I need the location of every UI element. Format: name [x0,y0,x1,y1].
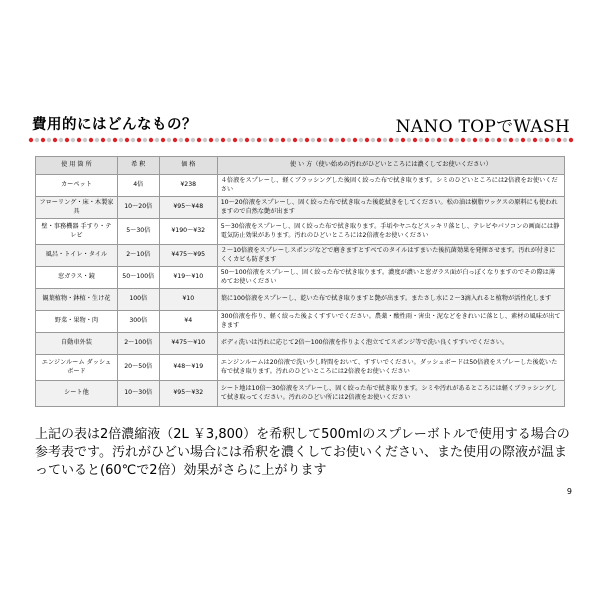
cell-price: ¥475〜¥95 [159,245,217,267]
divider-dot [449,138,453,142]
table-row [36,381,565,407]
cell-place: フローリング・床・木製家具 [36,197,118,219]
divider-dot [467,138,471,142]
slide-title: 費用的にはどんなもの？ [32,117,197,133]
table-row [36,219,565,245]
divider-dot [77,138,81,142]
divider-dot [185,138,189,142]
divider-dot [167,138,171,142]
table-row [36,333,565,355]
cell-dilution: 2〜100倍 [117,333,159,355]
divider-dot [275,138,279,142]
cell-place: エンジンルーム ダッシュボード [36,355,118,381]
header-price: 価 格 [159,157,217,175]
cell-dilution: 50〜100倍 [117,267,159,289]
cell-place: 野菜・果物・肉 [36,311,118,333]
divider-dot [401,138,405,142]
divider-dot [101,138,105,142]
divider-dot [569,138,573,142]
divider-dot [83,138,87,142]
divider-dot [287,138,291,142]
cell-usage: ２〜10倍液をスプレーしスポンジなどで磨きますとすべてのタイルはすまいた後抗菌効果を発揮させます。汚れが付きにくくカビも防ぎます [217,245,564,267]
divider-dot [539,138,543,142]
cell-dilution: 10〜30倍 [117,381,159,407]
cell-place: カーペット [36,175,118,197]
divider-dot [473,138,477,142]
divider-dot [89,138,93,142]
divider-dot [227,138,231,142]
cell-place: 風呂・トイレ・タイル [36,245,118,267]
divider-dot [209,138,213,142]
divider-dot [317,138,321,142]
cell-price: ¥238 [159,175,217,197]
header-usage: 使 い 方（使い始めの汚れがひどいところには濃くしてお使いください） [217,157,564,175]
divider-dot [269,138,273,142]
divider-dot [149,138,153,142]
divider-dot [407,138,411,142]
table-row [36,289,565,311]
divider-dot [119,138,123,142]
divider-dot [527,138,531,142]
cost-table [35,156,565,407]
cell-price: ¥4 [159,311,217,333]
divider-dot [461,138,465,142]
divider-dot [419,138,423,142]
table-row [36,197,565,219]
table-row [36,245,565,267]
divider-dot [341,138,345,142]
divider-dot [485,138,489,142]
divider-dot [497,138,501,142]
cell-usage: 5〜30倍液をスプレーし、固く絞った布で拭き取ります。手垢やヤニなどスッキリ落とし、テレビやパソコンの画面には静電気防止効果があります。汚れのひどいところには2倍液をお使いください [217,219,564,245]
divider-dot [59,138,63,142]
divider-dot [161,138,165,142]
divider-dot [329,138,333,142]
divider-dot [311,138,315,142]
cell-price: ¥95〜¥32 [159,381,217,407]
cell-price: ¥48〜¥19 [159,355,217,381]
cell-usage: 葉に100倍液をスプレーし、乾いた布で拭き取りますと艶が出ます。またさし水に２〜3滴入れると植物が活性化します [217,289,564,311]
cell-dilution: 2〜10倍 [117,245,159,267]
cell-place: シート他 [36,381,118,407]
divider-dot [173,138,177,142]
divider-dot [431,138,435,142]
divider-dot [395,138,399,142]
divider-dot [221,138,225,142]
divider-dot [233,138,237,142]
divider-dot [389,138,393,142]
divider-dot [95,138,99,142]
cell-price: ¥19〜¥10 [159,267,217,289]
cell-price: ¥95〜¥48 [159,197,217,219]
divider-dot [293,138,297,142]
divider-dot [557,138,561,142]
divider-dot [491,138,495,142]
divider-dot [113,138,117,142]
divider-dot [425,138,429,142]
divider-dot [203,138,207,142]
cell-place: 観葉植物・鉢植・生け花 [36,289,118,311]
cell-usage: 10〜20倍液をスプレーし、固く絞った布で拭き取った後乾拭きをしてください。松の油は樹脂ワックスの原料にも使われますので自然な艶が出ます [217,197,564,219]
cell-usage: 50〜100倍液をスプレーし、固く絞った布で拭き取ります。濃度が濃いと窓ガラス面が白っぽくなりますのでその際は薄めてお使いください [217,267,564,289]
dotted-divider-graphic [28,137,574,143]
divider-dot [545,138,549,142]
table-row [36,355,565,381]
cell-dilution: 5〜30倍 [117,219,159,245]
divider-dot [131,138,135,142]
divider-dot [563,138,567,142]
divider-dot [251,138,255,142]
divider-dot [455,138,459,142]
table-row [36,311,565,333]
divider-dot [551,138,555,142]
divider-dot [35,138,39,142]
divider-dot [521,138,525,142]
divider-dot [281,138,285,142]
header-place: 使 用 箇 所 [36,157,118,175]
cell-usage: 300倍液を作り、軽く絞った後よくすすいでください。農薬・酸性雨・害虫・泥などをきれいに落とし、素材の風味が出てきます [217,311,564,333]
divider-dot [197,138,201,142]
divider-dot [509,138,513,142]
divider-dot [305,138,309,142]
cell-place: 窓ガラス・鏡 [36,267,118,289]
divider-dot [479,138,483,142]
divider-dot [47,138,51,142]
cell-dilution: 10〜20倍 [117,197,159,219]
cell-dilution: 300倍 [117,311,159,333]
brand-title: NANO TOPでWASH [395,117,570,137]
divider-dot [143,138,147,142]
divider-dot [41,138,45,142]
divider-dot [137,138,141,142]
divider-dot [65,138,69,142]
cell-place: 壁・事務機器 手すり・テレビ [36,219,118,245]
divider-dot [353,138,357,142]
divider-dot [533,138,537,142]
divider-dot [383,138,387,142]
divider-dot [107,138,111,142]
header-dilution: 希 釈 [117,157,159,175]
cell-price: ¥190〜¥32 [159,219,217,245]
cell-price: ¥10 [159,289,217,311]
footnote-text: 上記の表は2倍濃縮液（2L ￥3,800）を希釈して500mlのスプレーボトルで使用する場合の参考表です。汚れがひどい場合には希釈を濃くしてお使いください、また使用の際液が温まっていると(60℃で2倍）効果がさらに上がります [35,427,570,478]
cell-usage: ボディ洗いは汚れに応じて2倍〜100倍液を作りよく泡立ててスポンジ等で洗い良くすすいでください。 [217,333,564,355]
divider-dot [443,138,447,142]
cell-dilution: 100倍 [117,289,159,311]
divider-dot [323,138,327,142]
divider-dot [365,138,369,142]
table-row [36,267,565,289]
divider-dot [503,138,507,142]
cell-dilution: 20〜50倍 [117,355,159,381]
divider-dot [191,138,195,142]
divider-dot [515,138,519,142]
divider-dot [413,138,417,142]
cell-usage: シート地は10倍〜30倍液をスプレーし、固く絞った布で拭き取ります。シミや汚れがあるところには軽くブラッシングして拭き取ってください。汚れのひどい所には2倍液をお使いください [217,381,564,407]
divider-dot [179,138,183,142]
page-number: 9 [566,487,572,496]
divider-dot [257,138,261,142]
table-row [36,175,565,197]
divider-dot [377,138,381,142]
cell-dilution: 4倍 [117,175,159,197]
divider-dot [437,138,441,142]
cell-place: 自動車外装 [36,333,118,355]
divider-dot [239,138,243,142]
divider-dot [299,138,303,142]
divider-dot [215,138,219,142]
table-header-row [36,157,565,175]
dotted-divider [28,137,574,143]
divider-dot [29,138,33,142]
cell-usage: エンジンルームは20倍液で洗い少し時間をおいて、すすいでください。ダッシュボードは50倍液をスプレーした後乾いた布で拭き取ります。汚れのひどいところには2倍液をお使いください [217,355,564,381]
divider-dot [371,138,375,142]
divider-dot [347,138,351,142]
divider-dot [71,138,75,142]
divider-dot [263,138,267,142]
divider-dot [155,138,159,142]
divider-dot [359,138,363,142]
cell-price: ¥475〜¥10 [159,333,217,355]
divider-dot [335,138,339,142]
divider-dot [53,138,57,142]
divider-dot [245,138,249,142]
divider-dot [125,138,129,142]
cell-usage: ４倍液をスプレーし、軽くブラッシングした後固く絞った布で拭き取ります。シミのひどいところには2倍液をお使いください [217,175,564,197]
